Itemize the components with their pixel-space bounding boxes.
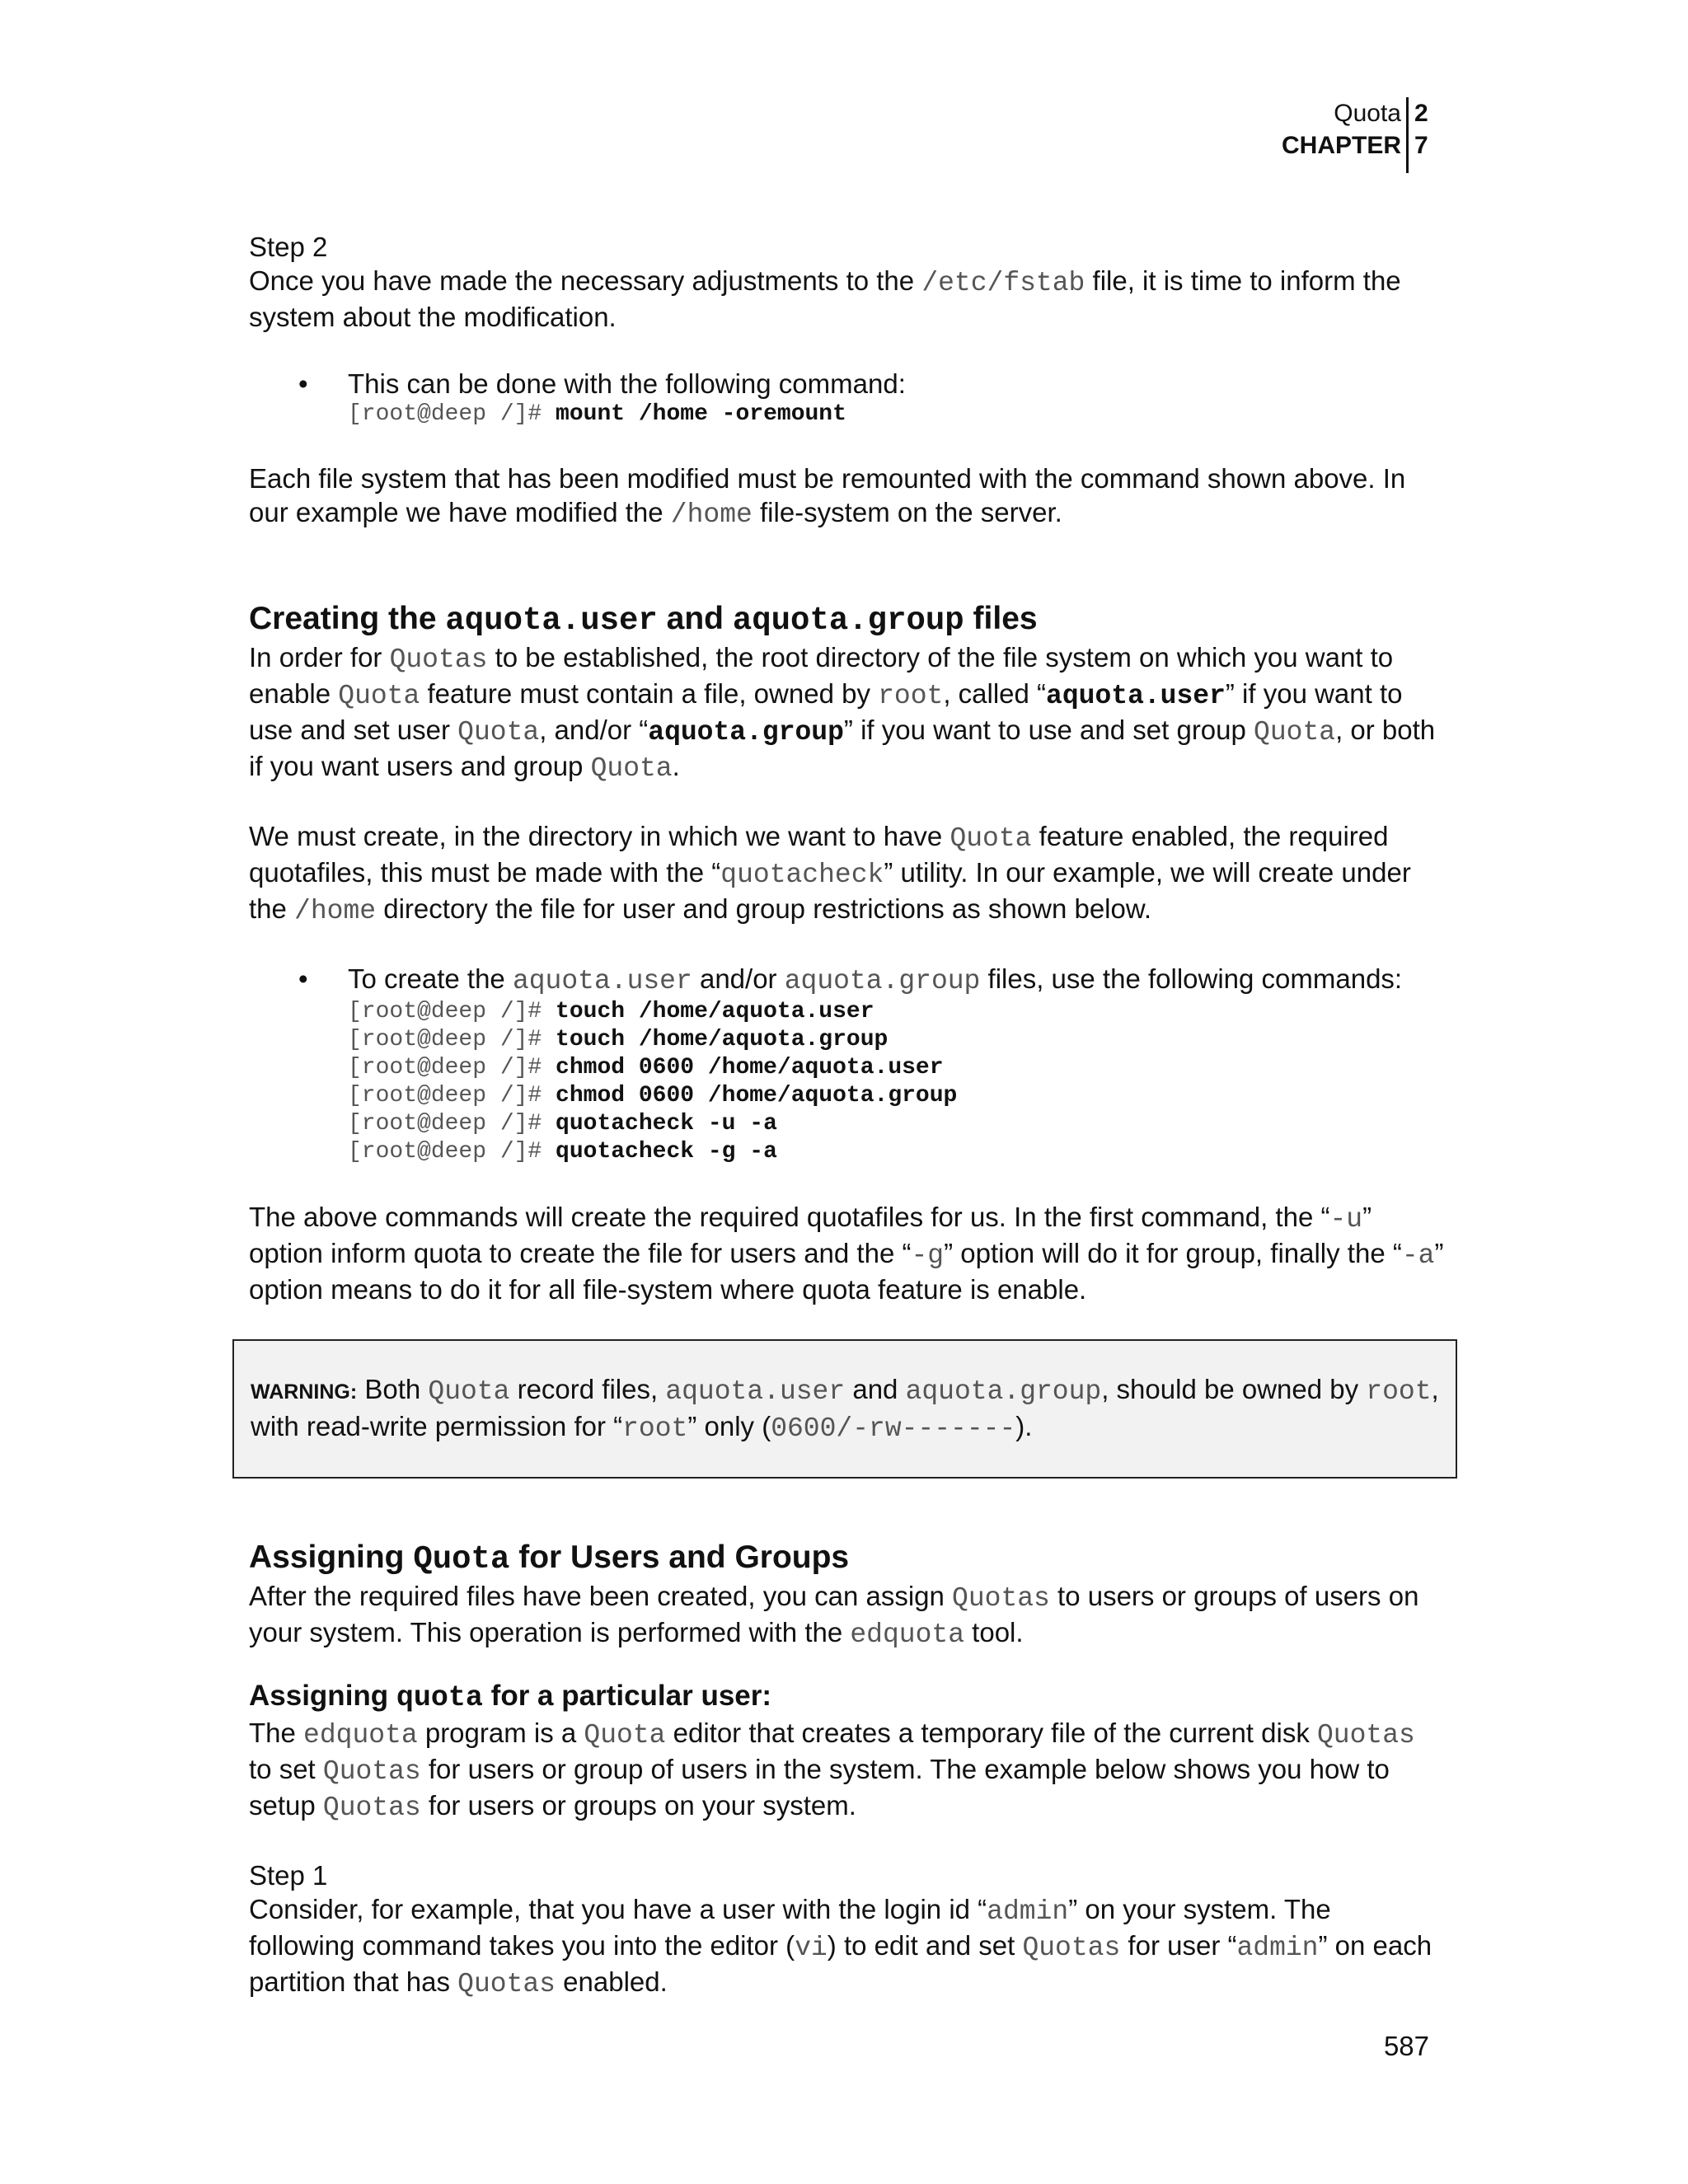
page-number: 587 <box>1383 2031 1429 2061</box>
code-block <box>348 401 1444 429</box>
step-1-label: Step 1 <box>249 1860 328 1891</box>
code-line: [root@deep /]# touch /home/aquota.user <box>348 999 874 1024</box>
warning-box: WARNING: Both Quota record files, aquota.user and aquota.group, should be owned by root, with read-write permission for “root” only (0600/-rw-------). <box>232 1339 1457 1479</box>
section-heading: Assigning Quota for Users and Groups <box>249 1540 850 1577</box>
code-line: [root@deep /]# quotacheck -g -a <box>348 1139 777 1165</box>
paragraph: Each file system that has been modified must be remounted with the command shown above. In our example we have modified the /home file-system on the server. <box>249 463 1406 530</box>
bullet-icon: • <box>298 963 308 994</box>
section-heading: Creating the aquota.user and aquota.group files <box>249 601 1038 639</box>
paragraph: In order for Quotas to be established, the root directory of the file system on which you want to enable Quota feature must contain a file, owned by root, called “aquota.user” if you want to use and set user Quota, and/or “aquota.group” if you want to use and set group Quota, or both if you want users and group Quota. <box>249 642 1436 784</box>
header-title: Quota <box>1334 100 1401 127</box>
code-line: [root@deep /]# mount /home -oremount <box>348 401 846 427</box>
paragraph: Once you have made the necessary adjustments to the /etc/fstab file, it is time to inform the system about the modification. <box>249 265 1401 332</box>
chapter-number-tens: 2 <box>1414 100 1428 127</box>
chapter-number-ones: 7 <box>1414 132 1428 159</box>
header-chapter-label: CHAPTER <box>1281 132 1401 159</box>
page-content <box>249 230 1444 2001</box>
step-2-label: Step 2 <box>249 232 328 262</box>
paragraph: The above commands will create the required quotafiles for us. In the first command, the “-u” option inform quota to create the file for users and the “-g” option will do it for group, finally the “-a” option means to do it for all file-system where quota feature is enable. <box>249 1202 1444 1305</box>
subsection-heading: Assigning quota for a particular user: <box>249 1680 772 1714</box>
code-line: [root@deep /]# touch /home/aquota.group <box>348 1027 889 1052</box>
code-line: [root@deep /]# quotacheck -u -a <box>348 1111 777 1137</box>
bullet-item: • To create the aquota.user and/or aquota.group files, use the following commands: [root@deep /]# touch /home/aquota.user [root@deep /]# touch /home/aquota.group [root@deep /]# chmod 0600 /home/aquota.user [root@deep /]# chmod 0600 /home/aquota.group [root@deep /]# quotacheck -u -a [root@deep /]# quotacheck -g -a <box>249 962 1444 1166</box>
paragraph: Consider, for example, that you have a user with the login id “admin” on your system. The following command takes you into the editor (vi) to edit and set Quotas for user “admin” on each partition that has Quotas enabled. <box>249 1894 1432 1999</box>
code-line: [root@deep /]# chmod 0600 /home/aquota.group <box>348 1083 958 1108</box>
bullet-icon: • <box>298 368 308 399</box>
paragraph: We must create, in the directory in which we want to have Quota feature enabled, the required quotafiles, this must be made with the “quotacheck” utility. In our example, we will create under the /home directory the file for user and group restrictions as shown below. <box>249 821 1411 926</box>
code-block <box>348 998 1444 1166</box>
paragraph: After the required files have been created, you can assign Quotas to users or groups of users on your system. This operation is performed with the edquota tool. <box>249 1581 1419 1650</box>
warning-label: WARNING: <box>251 1380 358 1404</box>
code-line: [root@deep /]# chmod 0600 /home/aquota.user <box>348 1055 944 1080</box>
header-divider <box>1406 97 1409 173</box>
paragraph: The edquota program is a Quota editor that creates a temporary file of the current disk Quotas to set Quotas for users or group of users in the system. The example below shows you how to setup Quotas for users or groups on your system. <box>249 1718 1415 1823</box>
running-header <box>1282 97 1431 162</box>
bullet-item: • This can be done with the following command: [root@deep /]# mount /home -oremount <box>249 367 1444 429</box>
